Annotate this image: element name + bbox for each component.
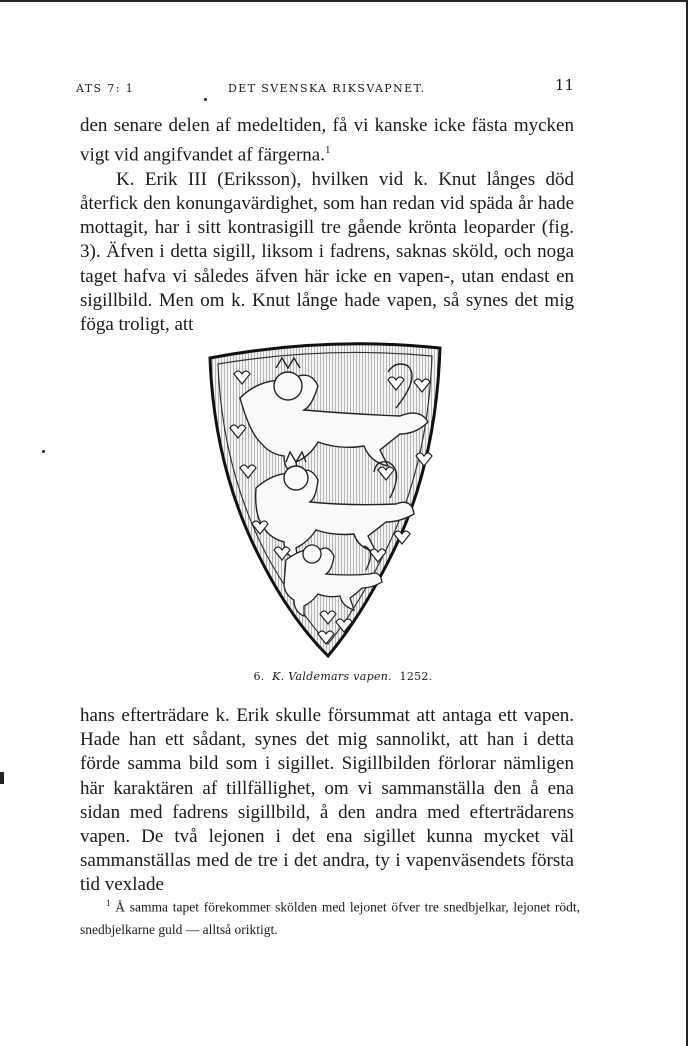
paragraph xyxy=(80,114,574,168)
footnote-text: Å samma tapet förekommer skölden med lejonet öfver tre snedbjelkar, lejonet rödt, snedbjelkarne guld — alltså oriktigt. xyxy=(80,899,581,937)
figure-shield-seal xyxy=(200,338,450,658)
margin-mark xyxy=(0,772,4,784)
paragraph-text: den senare delen af medeltiden, få vi kanske icke fästa mycken vigt vid angifvandet af färgerna. xyxy=(80,115,574,166)
print-speck xyxy=(42,450,45,453)
page-number: 11 xyxy=(554,76,574,94)
footnote-marker: 1 xyxy=(106,898,111,908)
body-text-bottom xyxy=(80,704,574,898)
paragraph: K. Erik III (Eriksson), hvilken vid k. Knut långes död återfick den konungavärdighet, som han redan vid späda år hade mottagit, har i sitt kontrasigill tre gående krönta leoparder (fig. 3). Äfven i detta sigill, liksom i fadrens, saknas sköld, och noga taget hafva vi således äfven här icke en vapen-, utan endast en sigillbild. Men om k. Knut långe hade vapen, så synes det mig föga troligt, att xyxy=(80,168,574,335)
running-title: DET SVENSKA RIKSVAPNET. xyxy=(228,82,426,95)
running-header xyxy=(76,74,574,94)
footnote xyxy=(80,892,580,941)
print-speck xyxy=(204,98,207,101)
shield-outline xyxy=(210,344,440,656)
caption-number: 6. xyxy=(253,670,265,683)
footnote-ref: 1 xyxy=(324,144,331,157)
signature-mark: ATS 7: 1 xyxy=(76,82,135,95)
caption-year: 1252. xyxy=(399,670,433,683)
figure-caption xyxy=(0,670,686,683)
caption-title: K. Valdemars vapen. xyxy=(272,670,392,683)
body-text-top xyxy=(80,114,574,337)
paragraph: hans efterträdare k. Erik skulle försummat att antaga ett vapen. Hade han ett sådant, synes det mig sannolikt, att han i detta förde samma bild som i sigillet. Sigillbilden förlorar nämligen här karaktären af tillfällighet, om vi sammanställa den å ena sidan med fadrens sigillbild, å den andra med efterträdarens vapen. De två lejonen i det ena sigillet kunna mycket väl sammanställas med de tre i det andra, ty i vapenväsendets första tid vexlade xyxy=(80,705,574,896)
